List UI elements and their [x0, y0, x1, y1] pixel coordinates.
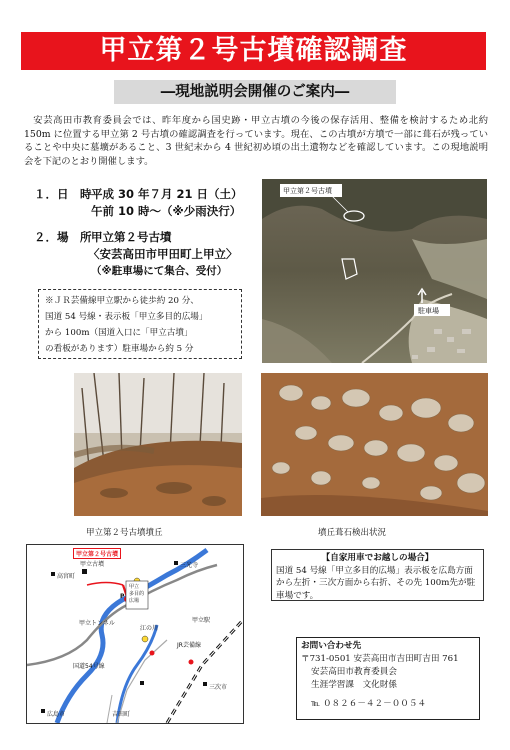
map-station-label: 甲立駅 — [192, 617, 211, 624]
map-tunnel-label: 甲立トンネル — [79, 620, 115, 627]
contact-tel: ℡ ０８２６－４２－００５４ — [311, 699, 427, 709]
access-line: ※ＪＲ芸備線甲立駅から徒歩約 20 分、 — [45, 296, 199, 306]
contact-heading: お問い合わせ先 — [301, 641, 362, 651]
contact-box — [296, 637, 480, 720]
map-plaza-line1: 甲立 — [129, 584, 140, 590]
photo-tumulus-mound-image — [74, 373, 242, 516]
map-takamiya-label: 高宮町 — [57, 573, 76, 580]
page-title: 甲立第２号古墳確認調査 — [99, 35, 408, 66]
access-info-box — [38, 289, 242, 359]
page-subtitle: ―現地説明会開催のご案内― — [160, 84, 350, 100]
title-banner — [21, 32, 486, 70]
jr-line — [167, 620, 243, 723]
map-jr-label: JR芸備線 — [177, 642, 201, 649]
aerial-photo-image — [262, 179, 487, 363]
map-kodai-label: 甲立古墳 — [80, 561, 105, 568]
access-line: 国道 54 号線・表示板「甲立多目的広場」 — [45, 312, 208, 322]
photo-tumulus-mound — [74, 373, 242, 516]
map-plaza-line2: 多目的 — [129, 591, 145, 597]
place-label: ２．場 所 — [34, 230, 92, 244]
map-tumulus-label: 甲立第２号古墳 — [73, 548, 121, 559]
photo-stone-detection — [261, 373, 488, 516]
map-yoshida-label: 吉田町 — [112, 711, 131, 718]
car-access-heading: 【自家用車でお越しの場合】 — [321, 553, 434, 563]
map-parking-icon: P — [120, 593, 125, 600]
car-access-body: 国道 54 号線「甲立多目的広場」表示板を広島方面から左折・三次方面から右折、その先 100m先が駐車場です。 — [276, 565, 476, 601]
aerial-tumulus-label: 甲立第２号古墳 — [283, 187, 332, 195]
photo-caption-right: 墳丘葺石検出状況 — [318, 528, 387, 538]
contact-org-2: 生涯学習課 文化財係 — [311, 680, 397, 690]
intro-paragraph: 安芸高田市教育委員会では、昨年度から国史跡・甲立古墳の今後の保存活用、整備を検討するため北約 150m に位置する甲立第 2 号古墳の確認調査を行っています。現在、この古墳が方墳で一部に葺石が残っていることや中央に墓壙があること、3 世紀末から 4 世紀初め頃の出土遺物などを確認しています。この現地説明会を下記のとおり開催します。 — [24, 115, 488, 167]
map-hiroshima-label: 広島市 — [47, 711, 66, 718]
map-sanko-label: 三光寺 — [180, 562, 199, 569]
place-line-1: 甲立第２号古墳 — [91, 230, 172, 244]
map-route54-label: 国道54号線 — [73, 663, 105, 670]
aerial-photo — [262, 179, 487, 363]
map-plaza-line3: 広場 — [129, 598, 140, 604]
contact-address: 〒731-0501 安芸高田市吉田町吉田 761 — [301, 654, 459, 664]
photo-stone-detection-image — [261, 373, 488, 516]
date-label: １．日 時 — [34, 187, 92, 201]
photo-caption-left: 甲立第２号古墳墳丘 — [86, 528, 163, 538]
access-map — [26, 544, 244, 724]
aerial-parking-label: 駐車場 — [418, 307, 439, 315]
contact-org-1: 安芸高田市教育委員会 — [311, 667, 397, 677]
map-river-label: 江の川 — [140, 625, 159, 632]
car-access-box — [271, 549, 484, 601]
date-line-2: 午前 10 時～（※少雨決行） — [91, 204, 242, 218]
map-mikawa-label: 三次市 — [209, 684, 228, 691]
place-line-2: 〈安芸高田市甲田町上甲立〉 — [88, 247, 238, 261]
date-line-1: 平成 30 年７月 21 日（土） — [91, 187, 243, 201]
subtitle-box — [114, 80, 396, 104]
access-line: から 100m（国道入口に「甲立古墳」 — [45, 328, 193, 338]
place-line-3: （※駐車場にて集合、受付） — [91, 265, 228, 277]
access-line: の看板があります）駐車場から約 5 分 — [45, 344, 194, 354]
